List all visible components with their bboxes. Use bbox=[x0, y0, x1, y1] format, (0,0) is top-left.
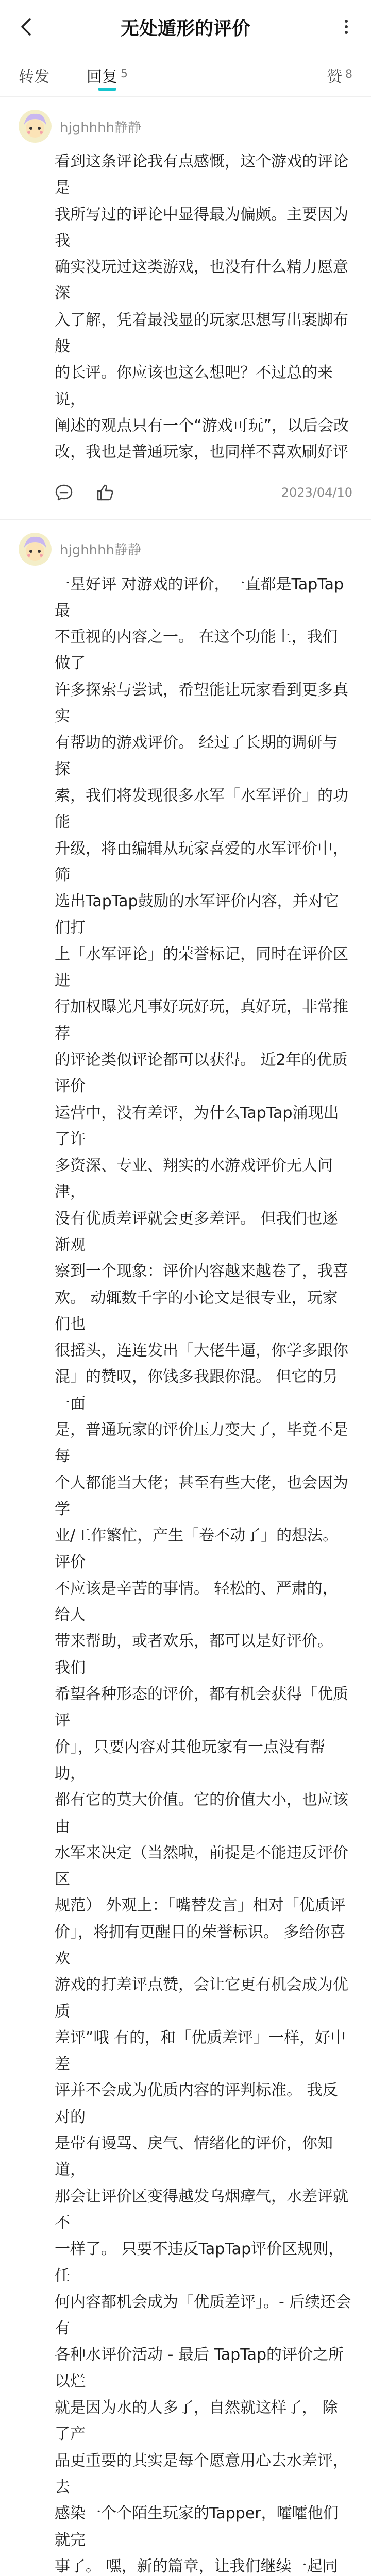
comment-line: 品更重要的其实是每个愿意用心去水差评，去 bbox=[55, 2451, 348, 2496]
comment-line: 运营中，没有差评，为什么TapTap涌现出了许 bbox=[55, 1104, 339, 1148]
tab-reply-label: 回复 bbox=[87, 67, 117, 86]
comment-line: 何内容都机会成为「优质差评」。- 后续还会有 bbox=[55, 2293, 351, 2338]
comment-line: 水军来决定（当然啦，前提是不能违反评价区 bbox=[55, 1843, 348, 1889]
comment-line: 不重视的内容之一。 在这个功能上，我们做了 bbox=[55, 628, 338, 673]
comment-line: 事了。 嘿，新的篇章，让我们继续一起同 bbox=[55, 2557, 338, 2575]
username[interactable]: hjghhhh静静 bbox=[60, 543, 142, 558]
comment-line: 许多探索与尝试，希望能让玩家看到更多真实 bbox=[55, 681, 348, 726]
like-button[interactable] bbox=[96, 483, 122, 502]
comment-line: 那会让评价区变得越发乌烟瘴气，水差评就不 bbox=[55, 2187, 348, 2232]
back-arrow-icon bbox=[20, 18, 32, 36]
tab-like-label: 赞 bbox=[327, 68, 342, 86]
back-button[interactable] bbox=[14, 15, 37, 38]
comment-line: 业/工作繁忙，产生「卷不动了」的想法。 评价 bbox=[55, 1527, 339, 1571]
reply-button[interactable] bbox=[55, 483, 73, 502]
tab-reply[interactable] bbox=[87, 54, 128, 97]
comment-text bbox=[19, 571, 352, 2576]
comment-line: 价」，只要内容对其他玩家有一点没有帮助， bbox=[55, 1738, 325, 1783]
comment-line: 的长评。你应该也这么想吧？不过总的来说， bbox=[55, 364, 333, 409]
tab-reply-count: 5 bbox=[121, 67, 128, 80]
comment-line: 差评”哦 有的，和「优质差评」一样，好中差 bbox=[55, 2028, 346, 2074]
comment-item bbox=[0, 97, 371, 520]
comment-line: 改，我也是普通玩家，也同样不喜欢刷好评 bbox=[55, 443, 348, 462]
tab-like[interactable] bbox=[327, 54, 352, 97]
tab-forward[interactable] bbox=[19, 54, 49, 97]
comment-line: 一样了。 只要不违反TapTap评价区规则，任 bbox=[55, 2240, 344, 2285]
comment-line: 入了解，凭着最浅显的玩家思想写出裹脚布般 bbox=[55, 311, 348, 356]
username[interactable]: hjghhhh静静 bbox=[60, 120, 142, 135]
tab-forward-label: 转发 bbox=[19, 67, 49, 86]
comment-line: 混」的赞叹，你钱多我跟你混。 但它的另一面 bbox=[55, 1368, 338, 1413]
comment-line: 阐述的观点只有一个“游戏可玩”，以后会改 bbox=[55, 416, 349, 435]
comment-line: 带来帮助，或者欢乐，都可以是好评价。 我们 bbox=[55, 1632, 333, 1677]
comment-line: 游戏的打差评点赞，会让它更有机会成为优质 bbox=[55, 1976, 348, 2021]
comment-line: 确实没玩过这类游戏，也没有什么精力愿意深 bbox=[55, 258, 348, 303]
more-button[interactable] bbox=[335, 15, 358, 38]
more-vertical-icon bbox=[344, 19, 348, 35]
comment-item bbox=[0, 520, 371, 2576]
comment-line: 价」，将拥有更醒目的荣誉标识。 多给你喜欢 bbox=[55, 1923, 346, 1968]
comment-line: 选出TapTap鼓励的水军评价内容，并对它们打 bbox=[55, 892, 339, 937]
comment-line: 我所写过的评论中显得最为偏颇。主要因为我 bbox=[55, 205, 348, 250]
comment-line: 欢。 动辄数千字的小论文是很专业，玩家们也 bbox=[55, 1289, 338, 1333]
comment-line: 个人都能当大佬；甚至有些大佬，也会因为学 bbox=[55, 1473, 348, 1518]
comment-line: 一星好评 对游戏的评价，一直都是TapTap最 bbox=[55, 575, 344, 620]
comment-line: 多资深、专业、翔实的水游戏评价无人问津， bbox=[55, 1157, 333, 1201]
comment-line: 升级，将由编辑从玩家喜爱的水军评价中，筛 bbox=[55, 839, 348, 884]
tab-bar bbox=[0, 54, 371, 97]
thumbs-up-icon bbox=[96, 483, 114, 502]
top-bar bbox=[0, 0, 371, 54]
comment-line: 规范） 外观上：「嘴替发言」相对「优质评 bbox=[55, 1896, 346, 1915]
reply-bubble-icon bbox=[55, 483, 73, 502]
comment-line: 都有它的莫大价值。它的价值大小，也应该由 bbox=[55, 1791, 348, 1836]
comment-line: 很摇头，连连发出「大佬牛逼，你学多跟你 bbox=[55, 1342, 348, 1360]
comment-line: 有帮助的游戏评价。 经过了长期的调研与探 bbox=[55, 734, 338, 778]
comment-line: 就是因为水的人多了，自然就这样了， 除了产 bbox=[55, 2399, 338, 2444]
avatar[interactable] bbox=[19, 110, 52, 143]
comment-line: 行加权曝光凡事好玩好玩，真好玩，非常推荐 bbox=[55, 998, 348, 1043]
comment-line: 不应该是辛苦的事情。 轻松的、严肃的，给人 bbox=[55, 1579, 338, 1624]
comment-line: 各种水评价活动 - 最后 TapTap的评价之所以烂 bbox=[55, 2346, 344, 2391]
comment-text bbox=[19, 148, 352, 466]
comment-line: 没有优质差评就会更多差评。 但我们也逐渐观 bbox=[55, 1209, 338, 1254]
comment-line: 评并不会成为优质内容的评判标准。 我反对的 bbox=[55, 2081, 338, 2126]
comment-date: 2023/04/10 bbox=[281, 485, 352, 500]
comment-line: 察到一个现象：评价内容越来越卷了，我喜 bbox=[55, 1262, 348, 1281]
comment-line: 希望各种形态的评价，都有机会获得「优质评 bbox=[55, 1685, 348, 1730]
comment-line: 感染一个个陌生玩家的Tapper，嚯嚯他们就完 bbox=[55, 2504, 339, 2549]
comment-line: 是，普通玩家的评价压力变大了，毕竟不是每 bbox=[55, 1421, 348, 1466]
comment-line: 的评论类似评论都可以获得。 近2年的优质评价 bbox=[55, 1050, 348, 1096]
tab-like-count: 8 bbox=[345, 67, 352, 81]
comment-line: 是带有谩骂、戾气、情绪化的评价，你知道， bbox=[55, 2134, 333, 2179]
comment-line: 上「水军评论」的荣誉标记，同时在评价区进 bbox=[55, 945, 348, 990]
avatar[interactable] bbox=[19, 533, 52, 566]
comment-line: 看到这条评论我有点感慨，这个游戏的评论是 bbox=[55, 152, 348, 197]
comment-line: 索，我们将发现很多水军「水军评价」的功能 bbox=[55, 786, 348, 832]
page-title: 无处遁形的评价 bbox=[120, 18, 250, 39]
